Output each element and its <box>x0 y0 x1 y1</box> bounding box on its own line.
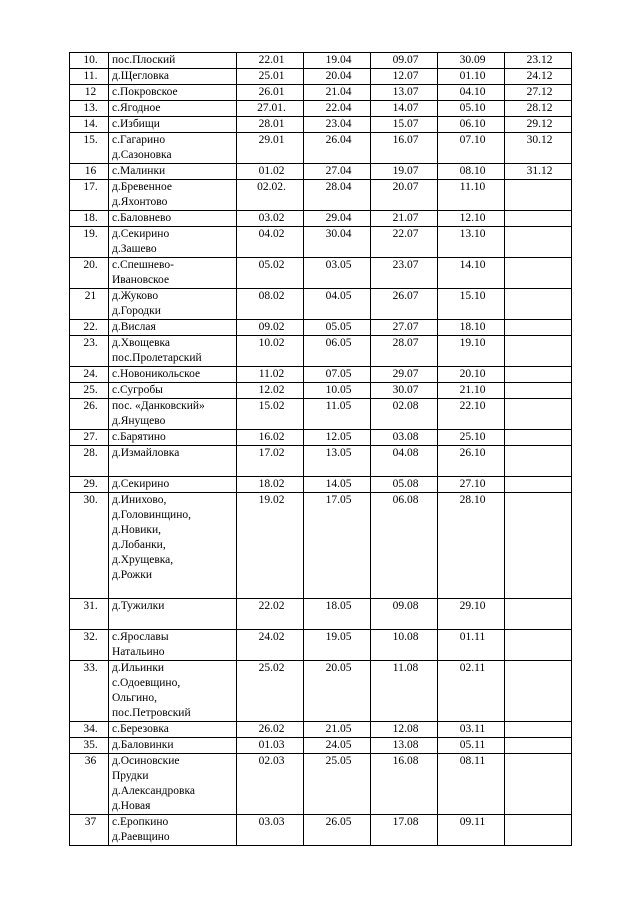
settlement-name-line: с.Ярославы <box>112 631 169 643</box>
date-cell: 02.11 <box>438 661 505 722</box>
settlement-name-line: пос.Плоский <box>112 54 176 66</box>
settlement-name-cell <box>109 430 237 446</box>
settlement-name-line: д.Осиновские <box>112 755 180 767</box>
date-cell: 14.10 <box>438 258 505 289</box>
date-cell: 13.08 <box>371 738 438 754</box>
settlement-name-cell <box>109 53 237 69</box>
date-cell <box>505 383 572 399</box>
settlement-name-cell <box>109 69 237 85</box>
date-cell: 19.07 <box>371 164 438 180</box>
date-cell: 13.07 <box>371 85 438 101</box>
date-cell <box>505 211 572 227</box>
settlement-name-cell <box>109 477 237 493</box>
settlement-name-line: д.Сазоновка <box>112 149 172 161</box>
date-cell <box>505 754 572 815</box>
date-cell: 24.12 <box>505 69 572 85</box>
date-cell: 22.02 <box>237 599 304 630</box>
settlement-name-cell <box>109 227 237 258</box>
settlement-name-line: д.Хрущевка, <box>112 554 174 566</box>
settlement-name-cell <box>109 738 237 754</box>
date-cell: 26.02 <box>237 722 304 738</box>
row-number: 11. <box>70 69 109 85</box>
settlement-name-cell <box>109 117 237 133</box>
date-cell: 28.12 <box>505 101 572 117</box>
settlement-name-line: Натальино <box>112 646 165 658</box>
date-cell: 01.02 <box>237 164 304 180</box>
date-cell: 26.10 <box>438 446 505 477</box>
settlement-name-cell <box>109 599 237 630</box>
date-cell: 24.02 <box>237 630 304 661</box>
date-cell: 03.03 <box>237 815 304 846</box>
settlement-name-line: пос.Пролетарский <box>112 352 202 364</box>
settlement-name-cell <box>109 630 237 661</box>
table-row <box>70 722 572 738</box>
settlement-name-line: д.Щегловка <box>112 70 170 82</box>
date-cell: 27.01. <box>237 101 304 117</box>
date-cell <box>505 599 572 630</box>
date-cell: 11.05 <box>304 399 371 430</box>
date-cell <box>505 399 572 430</box>
date-cell <box>505 336 572 367</box>
row-number: 30. <box>70 493 109 599</box>
row-number: 34. <box>70 722 109 738</box>
schedule-table <box>69 52 572 846</box>
settlement-name-line: с.Ягодное <box>112 102 161 114</box>
settlement-name-line <box>112 461 236 476</box>
table-row <box>70 738 572 754</box>
table-row <box>70 85 572 101</box>
settlement-name-line: с.Сугробы <box>112 384 163 396</box>
date-cell: 17.05 <box>304 493 371 599</box>
table-row <box>70 661 572 722</box>
date-cell: 12.02 <box>237 383 304 399</box>
table-row <box>70 336 572 367</box>
settlement-name-line: с.Баловнево <box>112 212 172 224</box>
date-cell: 20.07 <box>371 180 438 211</box>
settlement-name-line: д.Новики, <box>112 524 161 536</box>
row-number: 36 <box>70 754 109 815</box>
date-cell <box>505 477 572 493</box>
row-number: 24. <box>70 367 109 383</box>
date-cell: 09.08 <box>371 599 438 630</box>
date-cell: 18.05 <box>304 599 371 630</box>
date-cell: 31.12 <box>505 164 572 180</box>
settlement-name-cell <box>109 133 237 164</box>
date-cell <box>505 180 572 211</box>
settlement-name-line: с.Малинки <box>112 165 166 177</box>
settlement-name-cell <box>109 289 237 320</box>
date-cell: 24.05 <box>304 738 371 754</box>
date-cell: 27.10 <box>438 477 505 493</box>
table-row <box>70 227 572 258</box>
row-number: 35. <box>70 738 109 754</box>
date-cell: 10.08 <box>371 630 438 661</box>
settlement-name-line: д.Раевщино <box>112 831 170 843</box>
date-cell: 29.04 <box>304 211 371 227</box>
date-cell: 25.05 <box>304 754 371 815</box>
settlement-name-cell <box>109 493 237 599</box>
date-cell: 21.05 <box>304 722 371 738</box>
settlement-name-line: д.Янущево <box>112 415 166 427</box>
date-cell: 12.05 <box>304 430 371 446</box>
date-cell: 06.10 <box>438 117 505 133</box>
date-cell: 20.04 <box>304 69 371 85</box>
row-number: 25. <box>70 383 109 399</box>
date-cell: 23.04 <box>304 117 371 133</box>
date-cell <box>505 630 572 661</box>
settlement-name-line: д.Тужилки <box>112 600 165 612</box>
settlement-name-line: д.Зашево <box>112 243 157 255</box>
date-cell: 19.05 <box>304 630 371 661</box>
date-cell: 29.10 <box>438 599 505 630</box>
settlement-name-cell <box>109 383 237 399</box>
date-cell <box>505 430 572 446</box>
table-row <box>70 53 572 69</box>
date-cell: 02.03 <box>237 754 304 815</box>
settlement-name-line: д.Лобанки, <box>112 539 166 551</box>
settlement-name-line: с.Гагарино <box>112 134 166 146</box>
table-row <box>70 493 572 599</box>
table-row <box>70 164 572 180</box>
settlement-name-line: д.Секирино <box>112 478 170 490</box>
table-row <box>70 69 572 85</box>
row-number: 27. <box>70 430 109 446</box>
settlement-name-cell <box>109 446 237 477</box>
date-cell: 12.10 <box>438 211 505 227</box>
settlement-name-line: д.Баловинки <box>112 739 174 751</box>
table-row <box>70 446 572 477</box>
date-cell: 18.02 <box>237 477 304 493</box>
date-cell: 14.07 <box>371 101 438 117</box>
date-cell: 11.08 <box>371 661 438 722</box>
date-cell: 12.07 <box>371 69 438 85</box>
date-cell: 13.05 <box>304 446 371 477</box>
settlement-name-line: пос. «Данковский» <box>112 400 205 412</box>
date-cell: 26.05 <box>304 815 371 846</box>
settlement-name-line: с.Покровское <box>112 86 178 98</box>
row-number: 21 <box>70 289 109 320</box>
row-number: 15. <box>70 133 109 164</box>
table-row <box>70 258 572 289</box>
date-cell: 30.09 <box>438 53 505 69</box>
row-number: 23. <box>70 336 109 367</box>
date-cell: 23.12 <box>505 53 572 69</box>
date-cell: 03.05 <box>304 258 371 289</box>
date-cell: 17.08 <box>371 815 438 846</box>
settlement-name-line: с.Барятино <box>112 431 166 443</box>
settlement-name-cell <box>109 661 237 722</box>
date-cell: 25.01 <box>237 69 304 85</box>
date-cell <box>505 289 572 320</box>
date-cell: 16.07 <box>371 133 438 164</box>
date-cell: 25.02 <box>237 661 304 722</box>
date-cell: 17.02 <box>237 446 304 477</box>
settlement-name-line: пос.Петровский <box>112 707 191 719</box>
date-cell: 21.04 <box>304 85 371 101</box>
table-row <box>70 367 572 383</box>
date-cell: 16.02 <box>237 430 304 446</box>
row-number: 10. <box>70 53 109 69</box>
date-cell <box>505 738 572 754</box>
date-cell: 22.10 <box>438 399 505 430</box>
date-cell: 20.10 <box>438 367 505 383</box>
date-cell: 02.08 <box>371 399 438 430</box>
table-row <box>70 754 572 815</box>
row-number: 32. <box>70 630 109 661</box>
date-cell: 15.10 <box>438 289 505 320</box>
date-cell: 30.12 <box>505 133 572 164</box>
date-cell: 01.11 <box>438 630 505 661</box>
date-cell: 03.08 <box>371 430 438 446</box>
row-number: 26. <box>70 399 109 430</box>
date-cell: 21.10 <box>438 383 505 399</box>
settlement-name-line: с.Березовка <box>112 723 169 735</box>
settlement-name-line: д.Рожки <box>112 569 152 581</box>
row-number: 31. <box>70 599 109 630</box>
settlement-name-line: Ивановское <box>112 274 170 286</box>
date-cell: 09.11 <box>438 815 505 846</box>
date-cell: 06.08 <box>371 493 438 599</box>
date-cell: 04.05 <box>304 289 371 320</box>
date-cell: 16.08 <box>371 754 438 815</box>
date-cell: 10.05 <box>304 383 371 399</box>
settlement-name-line: д.Инихово, <box>112 494 167 506</box>
table-row <box>70 599 572 630</box>
date-cell <box>505 258 572 289</box>
date-cell <box>505 493 572 599</box>
date-cell: 15.07 <box>371 117 438 133</box>
settlement-name-cell <box>109 211 237 227</box>
date-cell: 14.05 <box>304 477 371 493</box>
date-cell: 21.07 <box>371 211 438 227</box>
date-cell: 01.03 <box>237 738 304 754</box>
date-cell: 05.10 <box>438 101 505 117</box>
date-cell <box>505 367 572 383</box>
settlement-name-line: д.Городки <box>112 305 161 317</box>
settlement-name-cell <box>109 320 237 336</box>
settlement-name-line: с.Новоникольское <box>112 368 201 380</box>
settlement-name-line <box>112 614 236 629</box>
date-cell: 09.07 <box>371 53 438 69</box>
settlement-name-cell <box>109 164 237 180</box>
date-cell: 02.02. <box>237 180 304 211</box>
settlement-name-line: с.Спешнево- <box>112 259 174 271</box>
date-cell: 23.07 <box>371 258 438 289</box>
settlement-name-cell <box>109 367 237 383</box>
settlement-name-cell <box>109 258 237 289</box>
table-row <box>70 477 572 493</box>
schedule-body <box>70 53 572 846</box>
date-cell <box>505 661 572 722</box>
table-row <box>70 383 572 399</box>
settlement-name-line <box>112 583 236 598</box>
date-cell: 11.02 <box>237 367 304 383</box>
date-cell <box>505 815 572 846</box>
date-cell: 22.07 <box>371 227 438 258</box>
date-cell: 22.01 <box>237 53 304 69</box>
table-row <box>70 180 572 211</box>
date-cell: 20.05 <box>304 661 371 722</box>
settlement-name-line: Прудки <box>112 770 149 782</box>
date-cell: 05.05 <box>304 320 371 336</box>
date-cell: 27.07 <box>371 320 438 336</box>
settlement-name-line: д.Жуково <box>112 290 159 302</box>
date-cell: 22.04 <box>304 101 371 117</box>
date-cell: 05.11 <box>438 738 505 754</box>
table-row <box>70 211 572 227</box>
row-number: 20. <box>70 258 109 289</box>
row-number: 28. <box>70 446 109 477</box>
date-cell: 05.02 <box>237 258 304 289</box>
date-cell: 28.10 <box>438 493 505 599</box>
settlement-name-cell <box>109 722 237 738</box>
date-cell: 30.07 <box>371 383 438 399</box>
settlement-name-line: д.Александровка <box>112 785 195 797</box>
date-cell: 03.11 <box>438 722 505 738</box>
table-row <box>70 815 572 846</box>
date-cell: 04.08 <box>371 446 438 477</box>
date-cell <box>505 446 572 477</box>
date-cell: 25.10 <box>438 430 505 446</box>
date-cell: 28.01 <box>237 117 304 133</box>
date-cell: 26.04 <box>304 133 371 164</box>
row-number: 29. <box>70 477 109 493</box>
date-cell: 06.05 <box>304 336 371 367</box>
settlement-name-line: д.Новая <box>112 800 151 812</box>
settlement-name-line: д.Ильинки <box>112 662 165 674</box>
date-cell: 19.02 <box>237 493 304 599</box>
settlement-name-cell <box>109 336 237 367</box>
date-cell: 28.07 <box>371 336 438 367</box>
table-row <box>70 101 572 117</box>
settlement-name-line: д.Вислая <box>112 321 156 333</box>
date-cell: 08.11 <box>438 754 505 815</box>
settlement-name-line: с.Еропкино <box>112 816 169 828</box>
row-number: 19. <box>70 227 109 258</box>
date-cell: 09.02 <box>237 320 304 336</box>
date-cell: 28.04 <box>304 180 371 211</box>
row-number: 16 <box>70 164 109 180</box>
row-number: 17. <box>70 180 109 211</box>
date-cell <box>505 722 572 738</box>
date-cell: 30.04 <box>304 227 371 258</box>
date-cell <box>505 227 572 258</box>
row-number: 37 <box>70 815 109 846</box>
settlement-name-line: д.Бревенное <box>112 181 172 193</box>
settlement-name-cell <box>109 815 237 846</box>
settlement-name-line: д.Головинщино, <box>112 509 191 521</box>
date-cell: 15.02 <box>237 399 304 430</box>
table-row <box>70 117 572 133</box>
row-number: 33. <box>70 661 109 722</box>
row-number: 13. <box>70 101 109 117</box>
table-row <box>70 630 572 661</box>
settlement-name-line: д.Яхонтово <box>112 196 168 208</box>
date-cell: 08.10 <box>438 164 505 180</box>
settlement-name-line: Ольгино, <box>112 692 157 704</box>
date-cell: 05.08 <box>371 477 438 493</box>
date-cell: 04.02 <box>237 227 304 258</box>
date-cell: 12.08 <box>371 722 438 738</box>
date-cell: 19.10 <box>438 336 505 367</box>
date-cell: 29.01 <box>237 133 304 164</box>
date-cell: 04.10 <box>438 85 505 101</box>
date-cell: 10.02 <box>237 336 304 367</box>
row-number: 22. <box>70 320 109 336</box>
settlement-name-line: с.Избищи <box>112 118 160 130</box>
date-cell: 11.10 <box>438 180 505 211</box>
row-number: 12 <box>70 85 109 101</box>
settlement-name-line: с.Одоевщино, <box>112 677 181 689</box>
date-cell: 29.07 <box>371 367 438 383</box>
date-cell: 26.07 <box>371 289 438 320</box>
settlement-name-line: д.Измайловка <box>112 447 180 459</box>
row-number: 14. <box>70 117 109 133</box>
date-cell: 27.12 <box>505 85 572 101</box>
settlement-name-line: д.Секирино <box>112 228 170 240</box>
date-cell: 07.05 <box>304 367 371 383</box>
date-cell: 27.04 <box>304 164 371 180</box>
settlement-name-cell <box>109 101 237 117</box>
table-row <box>70 133 572 164</box>
settlement-name-cell <box>109 180 237 211</box>
date-cell: 03.02 <box>237 211 304 227</box>
settlement-name-line: д.Хвощевка <box>112 337 171 349</box>
table-row <box>70 430 572 446</box>
date-cell: 08.02 <box>237 289 304 320</box>
row-number: 18. <box>70 211 109 227</box>
date-cell: 29.12 <box>505 117 572 133</box>
table-row <box>70 320 572 336</box>
date-cell: 07.10 <box>438 133 505 164</box>
date-cell: 13.10 <box>438 227 505 258</box>
date-cell: 18.10 <box>438 320 505 336</box>
settlement-name-cell <box>109 85 237 101</box>
table-row <box>70 289 572 320</box>
date-cell: 01.10 <box>438 69 505 85</box>
settlement-name-cell <box>109 399 237 430</box>
date-cell: 26.01 <box>237 85 304 101</box>
table-row <box>70 399 572 430</box>
settlement-name-cell <box>109 754 237 815</box>
date-cell <box>505 320 572 336</box>
date-cell: 19.04 <box>304 53 371 69</box>
